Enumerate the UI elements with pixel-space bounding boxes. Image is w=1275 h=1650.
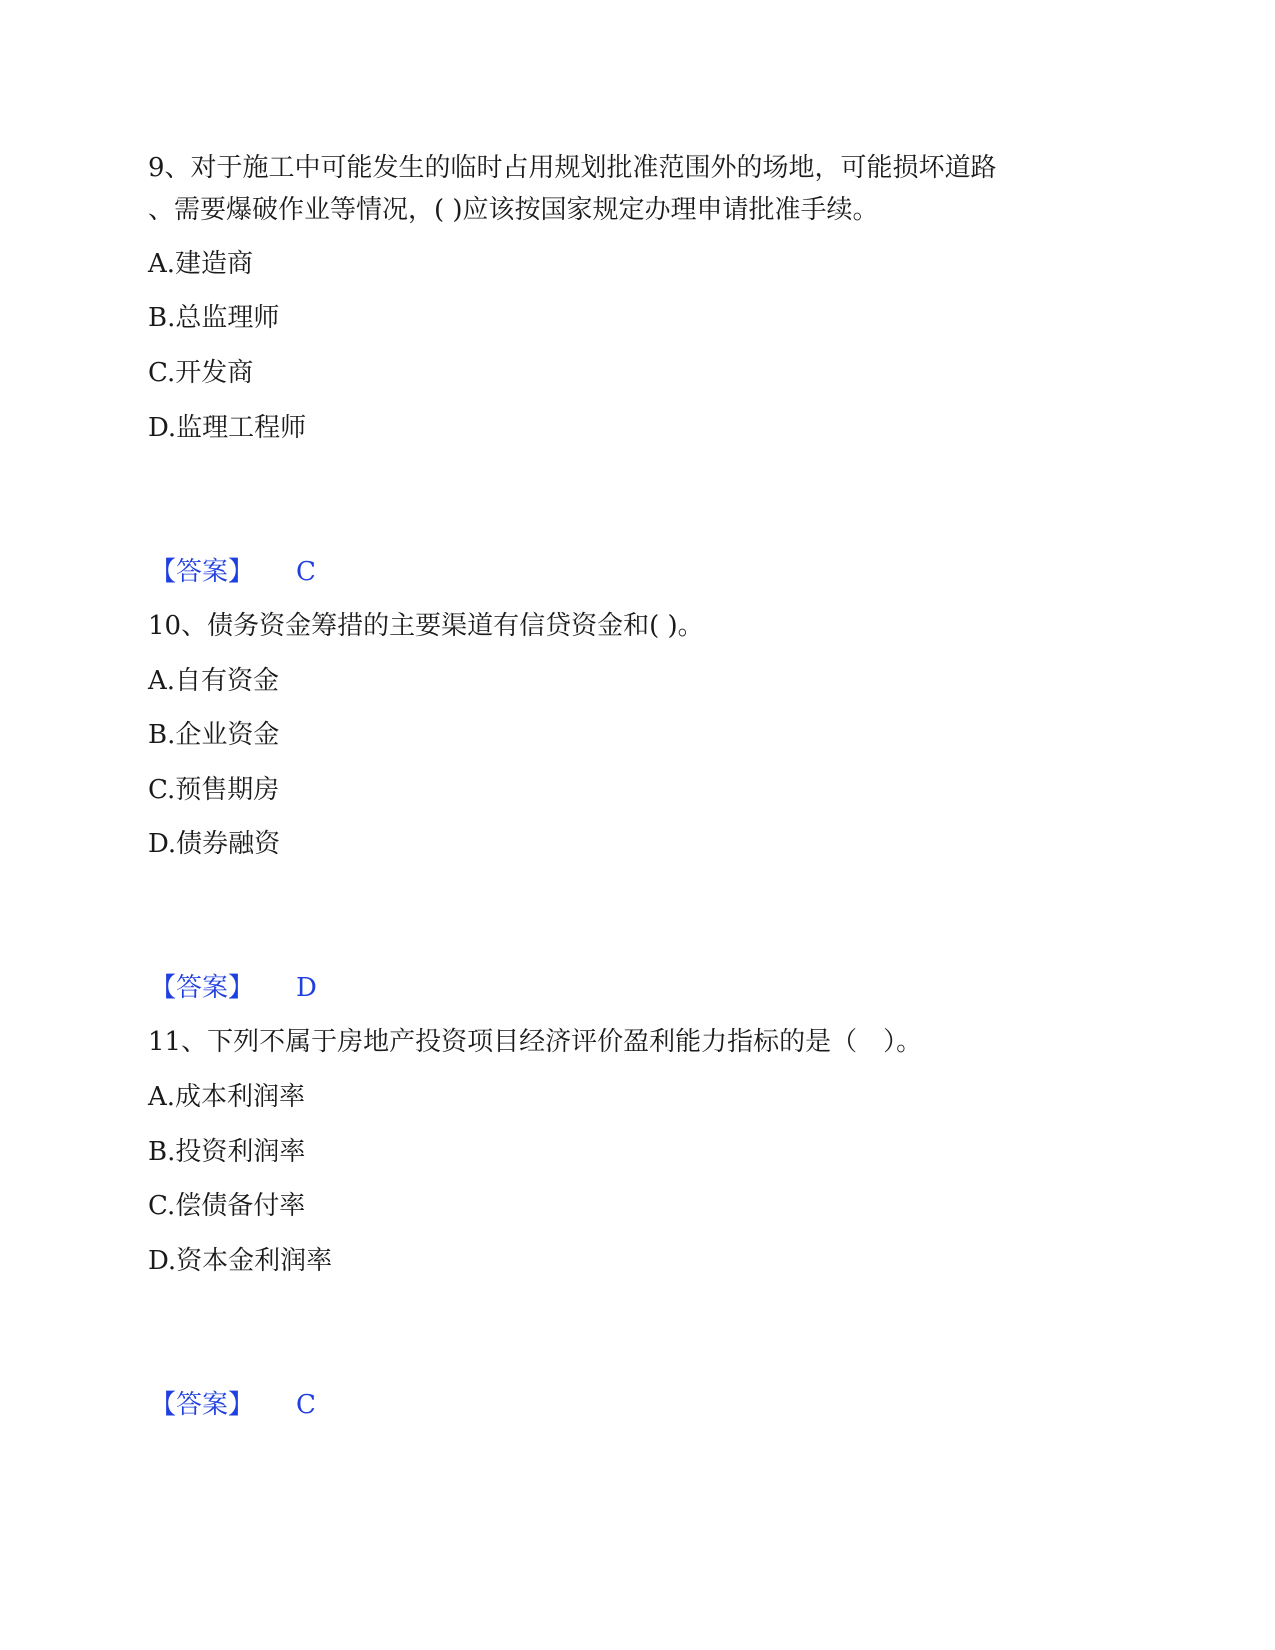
question-10-option-d: D.债券融资 [148, 829, 281, 859]
answer-label: 【答案】 [150, 1390, 255, 1420]
answer-label: 【答案】 [150, 973, 255, 1003]
question-11-option-b: B.投资利润率 [148, 1137, 306, 1167]
answer-value: D [296, 973, 317, 1003]
question-10-option-b: B.企业资金 [148, 720, 280, 750]
question-9-option-c: C.开发商 [148, 358, 254, 388]
question-11-option-c: C.偿债备付率 [148, 1191, 306, 1221]
answer-label: 【答案】 [150, 557, 255, 587]
question-11-answer [150, 1385, 316, 1425]
question-9-stem-line-1: 9、对于施工中可能发生的临时占用规划批准范围外的场地，可能损坏道路 [148, 153, 997, 183]
answer-value: C [296, 1390, 316, 1420]
question-10-answer [150, 968, 317, 1008]
question-9-option-d: D.监理工程师 [148, 413, 307, 443]
question-9-answer [150, 552, 316, 592]
question-10-option-a: A.自有资金 [148, 666, 280, 696]
question-9-stem-line-2: 、需要爆破作业等情况，( )应该按国家规定办理申请批准手续。 [148, 195, 879, 225]
question-11-stem: 11、下列不属于房地产投资项目经济评价盈利能力指标的是（ ）。 [148, 1027, 923, 1057]
question-10-option-c: C.预售期房 [148, 775, 280, 805]
question-11-option-a: A.成本利润率 [148, 1082, 306, 1112]
question-11-option-d: D.资本金利润率 [148, 1246, 333, 1276]
answer-value: C [296, 557, 316, 587]
question-10-stem: 10、债务资金筹措的主要渠道有信贷资金和( )。 [148, 611, 704, 641]
question-9-option-a: A.建造商 [148, 249, 254, 279]
question-9-option-b: B.总监理师 [148, 303, 280, 333]
